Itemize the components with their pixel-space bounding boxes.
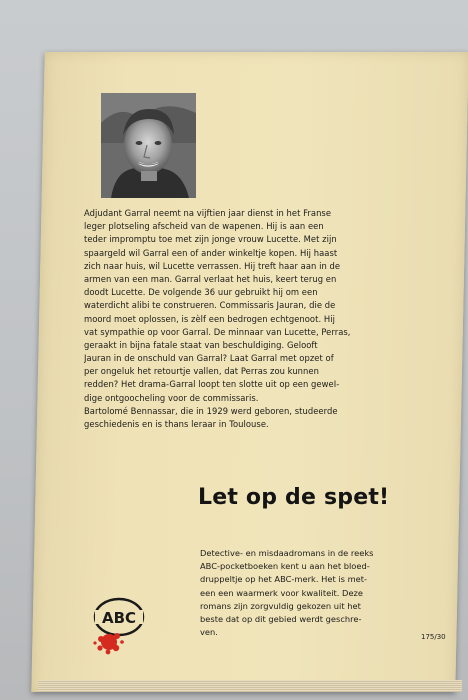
promo-line: ven. — [200, 627, 218, 638]
author-bio-line: Bartolomé Bennassar, die in 1929 werd geboren, studeerde — [84, 405, 338, 416]
synopsis-line: teder impromptu toe met zijn jonge vrouw Lucette. Met zijn — [84, 234, 337, 245]
page-edges — [38, 680, 462, 692]
promo-line: Detective- en misdaadromans in de reeks — [200, 548, 374, 558]
synopsis-line: per ongeluk het retourtje vallen, dat Perras zou kunnen — [84, 366, 319, 377]
synopsis-line: leger plotseling afscheid van de wapenen. Hij is aan een — [84, 221, 324, 232]
logo-text: ABC — [101, 609, 137, 627]
price-code: 175/30 — [421, 633, 446, 641]
blood-splat-icon — [93, 633, 123, 654]
synopsis-line: zich naar huis, wil Lucette verrassen. Hij treft haar aan in de — [84, 260, 341, 271]
synopsis-line: redden? Het drama-Garral loopt ten slotte uit op een geweI- — [84, 379, 340, 390]
synopsis-line: spaargeld wil Garral een of ander winkeltje kopen. Hij haast — [84, 247, 338, 258]
promo-line: druppeltje op het ABC-merk. Het is met- — [200, 574, 368, 585]
synopsis-line: dige ontgoocheling voor de commissaris. — [84, 392, 259, 403]
synopsis-line: moord moet oplossen, is zèlf een bedrogen echtgenoot. Hij — [84, 313, 335, 324]
author-bio-line: geschiedenis en is thans leraar in Toulouse. — [84, 419, 269, 429]
synopsis-line: Jauran in de onschuld van Garral? Laat Garral met opzet of — [84, 353, 334, 364]
synopsis-line: geraakt in bijna fatale staat van beschuldiging. Gelooft — [84, 339, 318, 350]
synopsis-line: Adjudant Garral neemt na vijftien jaar dienst in het Franse — [84, 208, 332, 218]
promo-line: ABC-pocketboeken kent u aan het bloed- — [200, 561, 370, 572]
series-promo-text — [200, 547, 450, 639]
promo-line: beste dat op dit gebied werdt geschre- — [200, 613, 362, 624]
abc-logo-icon — [86, 590, 152, 662]
series-headline: Let op de spet! — [198, 485, 390, 510]
promo-line: een een waarmerk voor kwaliteit. Deze — [200, 587, 364, 598]
synopsis-line: waterdicht alibi te construeren. Commissaris Jauran, die de — [84, 300, 336, 311]
synopsis-line: armen van een man. Garral verlaat het huis, keert terug en — [84, 273, 337, 284]
promo-line: romans zijn zorgvuldig gekozen uit het — [200, 600, 361, 611]
author-photo — [101, 93, 196, 198]
synopsis-text — [84, 207, 420, 431]
synopsis-line: vat sympathie op voor Garral. De minnaar van Lucette, Perras, — [84, 326, 351, 337]
synopsis-line: doodt Lucette. De volgende 36 uur gebruikt hij om een — [84, 287, 318, 298]
